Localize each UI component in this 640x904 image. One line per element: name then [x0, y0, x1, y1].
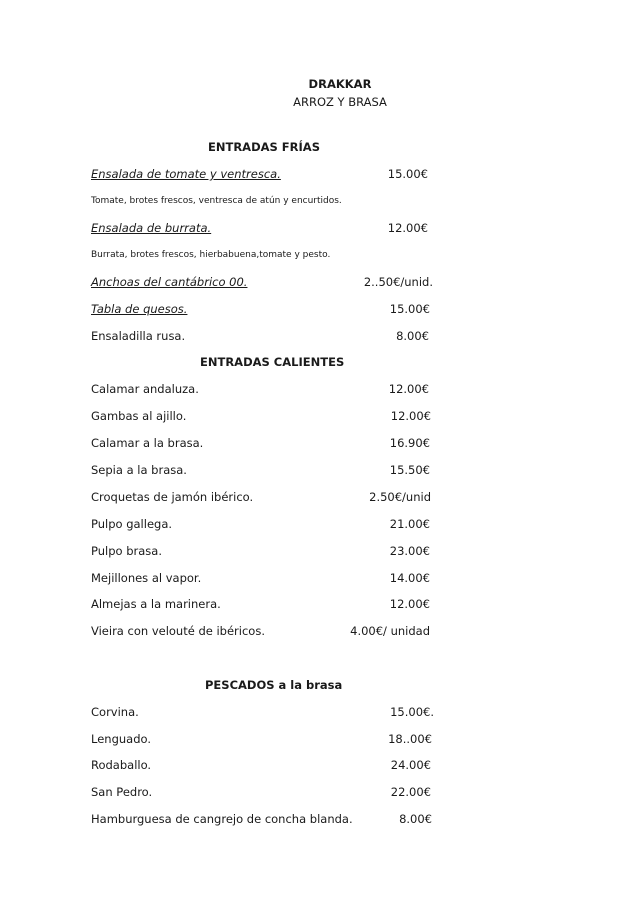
menu-item-price: 15.00€	[387, 167, 428, 181]
menu-item-price: 12.00€	[389, 597, 430, 611]
menu-item-name: Corvina.	[91, 705, 139, 719]
menu-item-name: Pulpo gallega.	[91, 517, 173, 531]
menu-item-name: Rodaballo.	[91, 758, 152, 772]
section-heading-entradas-calientes: ENTRADAS CALIENTES	[200, 355, 345, 369]
menu-item-name: Anchoas del cantábrico 00.	[91, 275, 248, 289]
menu-item-name: Tabla de quesos.	[91, 302, 188, 316]
menu-item-name: Gambas al ajillo.	[91, 409, 187, 423]
menu-item-price: 8.00€	[399, 812, 432, 826]
menu-item-name: Calamar andaluza.	[91, 382, 199, 396]
menu-item-price: 12.00€	[390, 409, 431, 423]
menu-item-price: 15.00€.	[390, 705, 434, 719]
menu-item-price: 18..00€	[388, 732, 432, 746]
menu-item-price: 2..50€/unid.	[363, 275, 433, 289]
restaurant-subtitle: ARROZ Y BRASA	[293, 95, 387, 109]
menu-item-price: 15.50€	[389, 463, 430, 477]
menu-item-name: Ensaladilla rusa.	[91, 329, 186, 343]
menu-item-price: 12.00€	[387, 221, 428, 235]
menu-item-name: San Pedro.	[91, 785, 153, 799]
section-heading-pescados: PESCADOS a la brasa	[205, 678, 343, 692]
restaurant-name: DRAKKAR	[308, 77, 372, 91]
menu-item-price: 2.50€/unid	[369, 490, 431, 504]
menu-item-description: Burrata, brotes frescos, hierbabuena,tomate y pesto.	[91, 250, 331, 260]
menu-item-price: 24.00€	[390, 758, 431, 772]
menu-item-price: 15.00€	[389, 302, 430, 316]
menu-item-price: 12.00€	[388, 382, 429, 396]
menu-item-name: Sepia a la brasa.	[91, 463, 187, 477]
menu-item-name: Mejillones al vapor.	[91, 571, 202, 585]
menu-item-price: 8.00€	[396, 329, 429, 343]
menu-item-price: 14.00€	[389, 571, 430, 585]
menu-item-price: 4.00€/ unidad	[350, 624, 430, 638]
menu-item-name: Calamar a la brasa.	[91, 436, 204, 450]
menu-item-name: Almejas a la marinera.	[91, 597, 221, 611]
menu-item-name: Croquetas de jamón ibérico.	[91, 490, 254, 504]
menu-item-price: 21.00€	[389, 517, 430, 531]
menu-item-name: Ensalada de burrata.	[91, 221, 212, 235]
menu-item-name: Pulpo brasa.	[91, 544, 162, 558]
menu-item-description: Tomate, brotes frescos, ventresca de atún y encurtidos.	[91, 196, 342, 206]
menu-item-name: Lenguado.	[91, 732, 151, 746]
menu-item-price: 22.00€	[390, 785, 431, 799]
menu-item-name: Ensalada de tomate y ventresca.	[91, 167, 281, 181]
menu-item-price: 23.00€	[389, 544, 430, 558]
menu-item-price: 16.90€	[389, 436, 430, 450]
menu-item-name: Vieira con velouté de ibéricos.	[91, 624, 265, 638]
section-heading-entradas-frias: ENTRADAS FRÍAS	[208, 140, 320, 154]
menu-item-name: Hamburguesa de cangrejo de concha blanda.	[91, 812, 353, 826]
